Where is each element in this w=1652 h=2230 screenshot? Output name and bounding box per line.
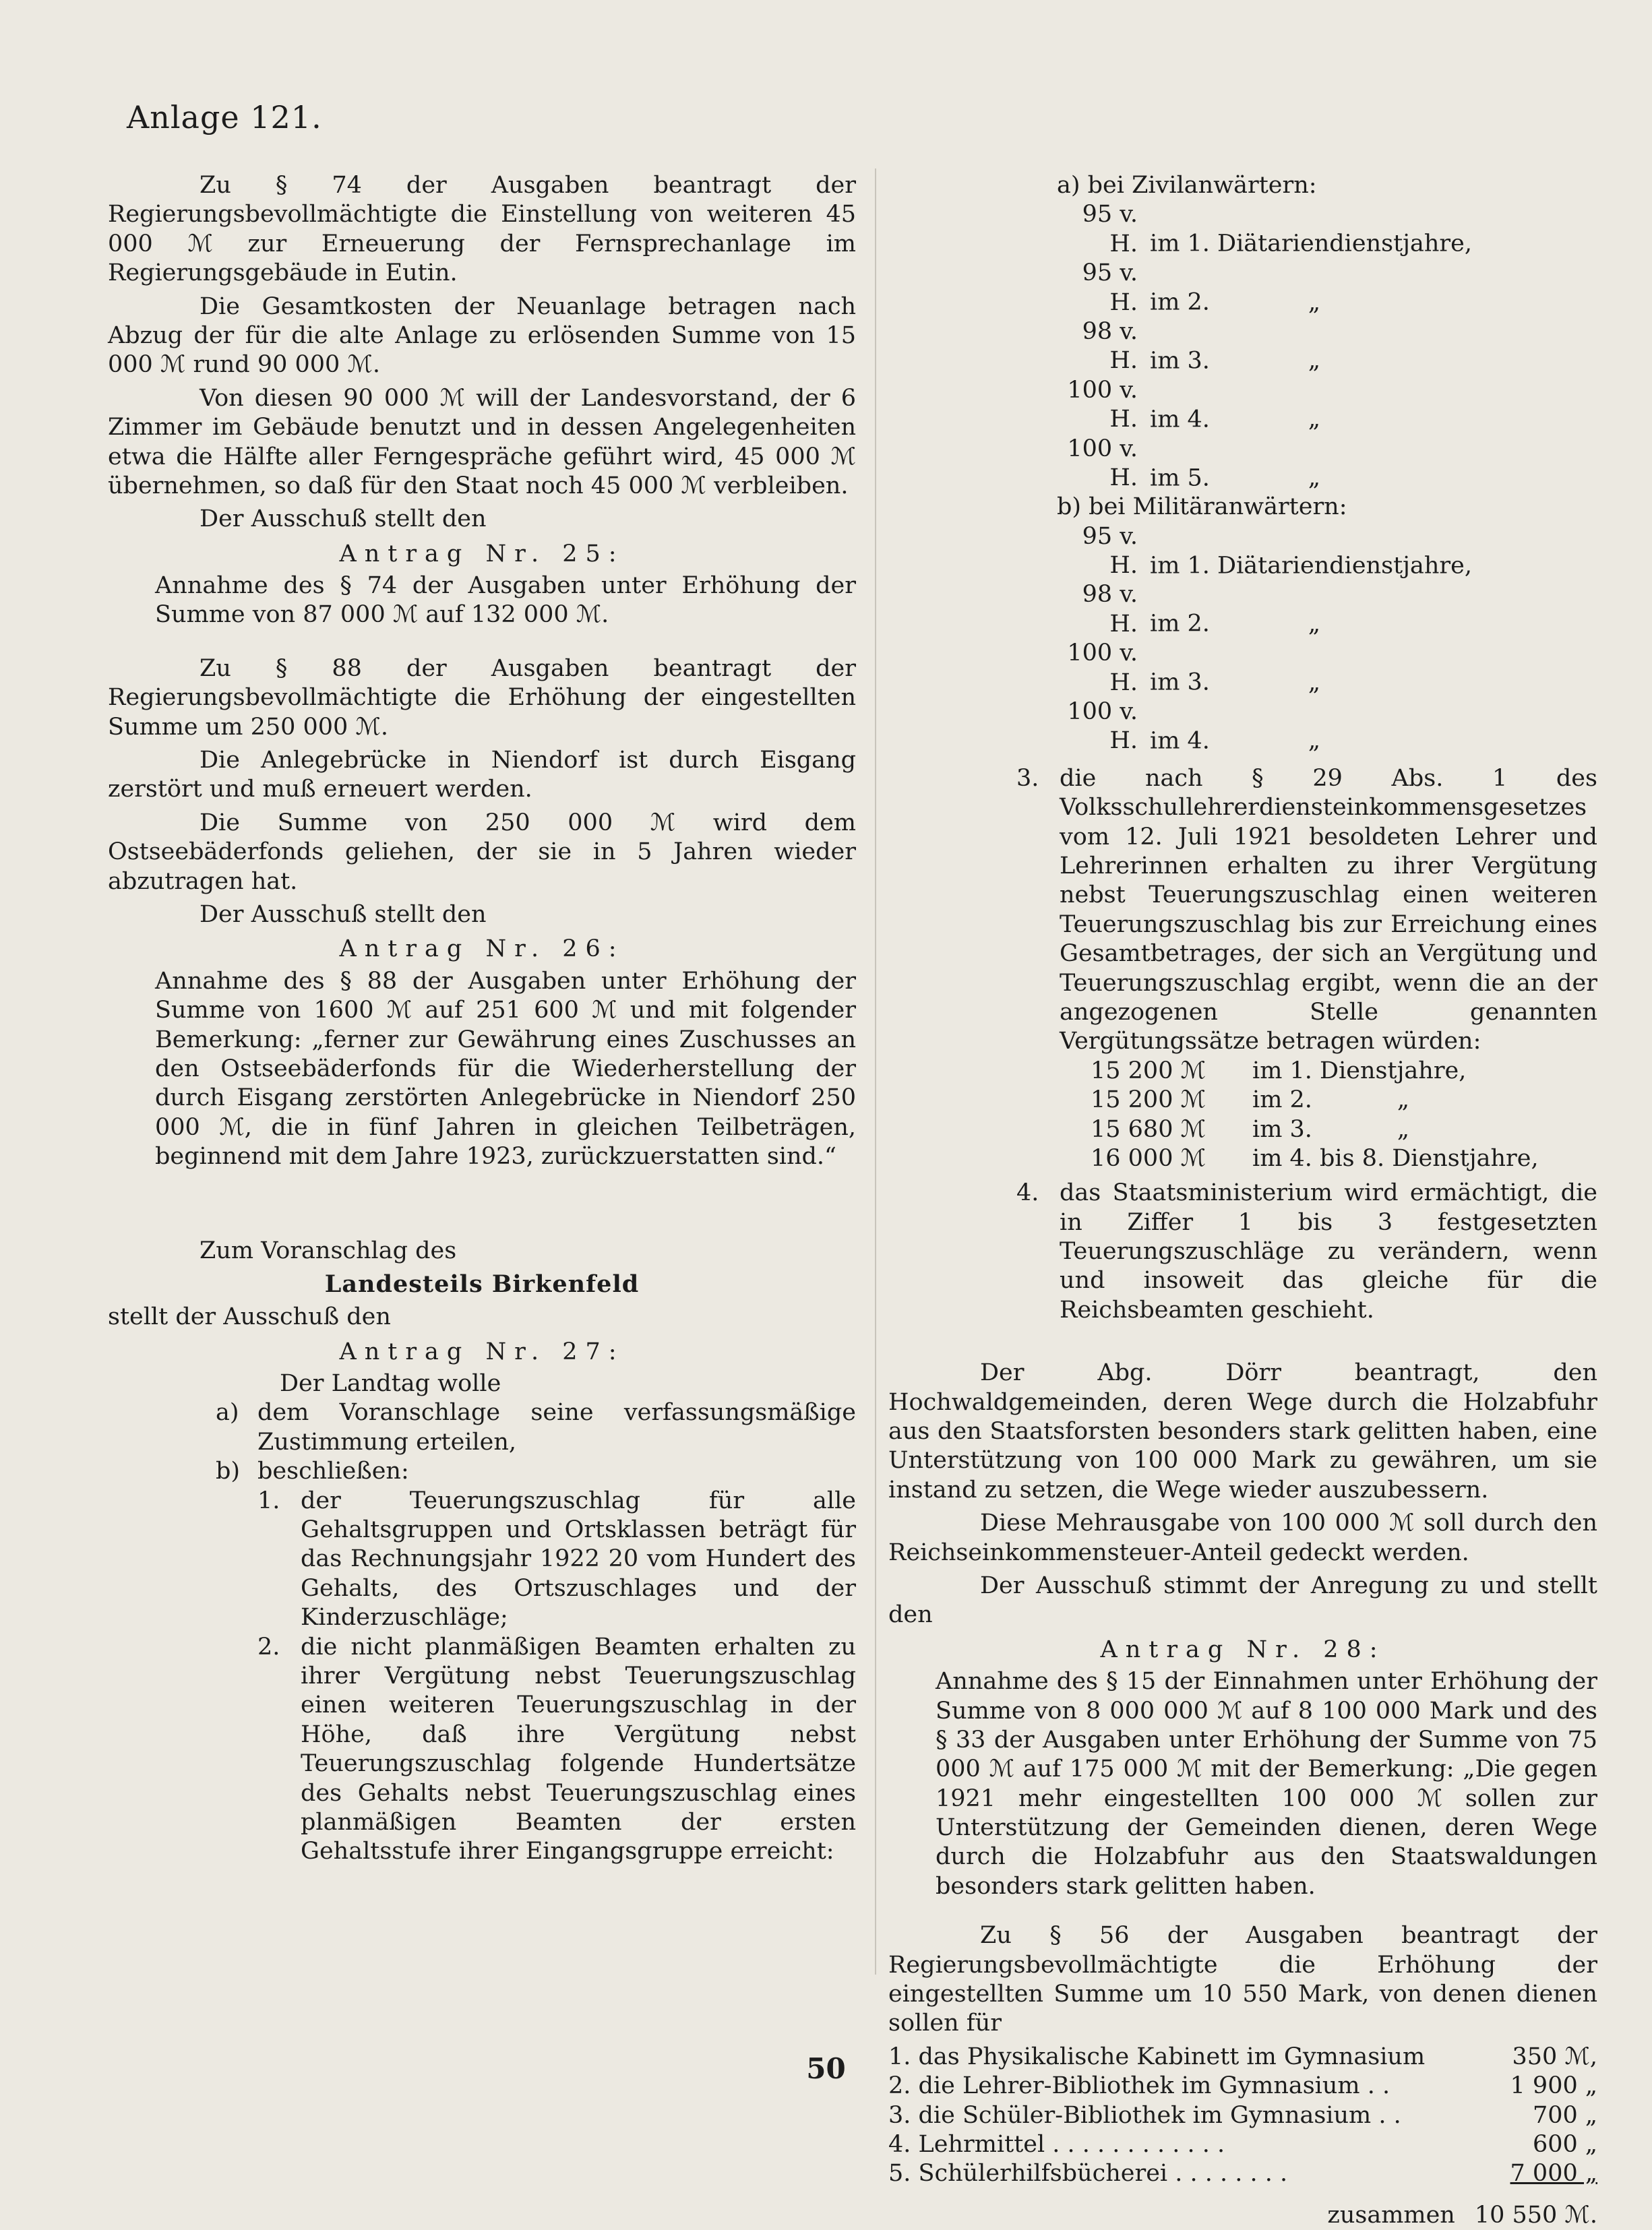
motion-title: Antrag Nr. 27: [339, 1338, 625, 1365]
expense-row: 1. das Physikalische Kabinett im Gymnasium 350 ℳ, [888, 2043, 1597, 2070]
paragraph: Die Gesamtkosten der Neuanlage betragen nach Abzug der für die alte Anlage zu erlösenden Summe von 15 000 ℳ rund 90 000 ℳ. [108, 292, 856, 379]
salary-row: 15 200 ℳ im 2. „ [1091, 1086, 1409, 1114]
rate-row: 100 v. H. im 3. „ [1067, 640, 1320, 696]
motion-title: Antrag Nr. 26: [339, 935, 625, 963]
page-heading: Anlage 121. [127, 99, 322, 135]
list-item [257, 1633, 856, 1867]
rate-row: 98 v. H. im 3. „ [1082, 317, 1320, 375]
total-value: 10 550 ℳ. [1474, 2201, 1597, 2229]
item-number: 2. [257, 1633, 280, 1661]
motion-title: Antrag Nr. 28: [1100, 1636, 1386, 1663]
paragraph: Zum Voranschlag des [200, 1237, 457, 1264]
paragraph: Von diesen 90 000 ℳ will der Landesvorstand, der 6 Zimmer im Gebäude benutzt und in dessen Angelegenheiten etwa die Hälfte aller Ferngespräche geführt wird, 45 000 ℳ übernehmen, so daß für den Staat noch 45 000 ℳ verbleiben. [108, 384, 856, 499]
page-number: 50 [806, 2052, 846, 2085]
rate-group-heading: a) bei Zivilanwärtern: [1057, 172, 1317, 199]
item-label: a) [216, 1399, 239, 1427]
item-text: der Teuerungszuschlag für alle Gehaltsgruppen und Ortsklassen beträgt für das Rechnungsjahr 1922 20 vom Hundert des Gehalts, des Ortszuschlages und der Kinderzuschläge; [301, 1487, 856, 1632]
landtag-line: Der Landtag wolle [280, 1370, 501, 1398]
item-number: 3. [1016, 764, 1039, 792]
list-item [257, 1487, 856, 1633]
rate-row: 95 v. H. im 2. „ [1082, 259, 1320, 316]
item-text: die nach § 29 Abs. 1 des Volksschullehrerdiensteinkommensgesetzes vom 12. Juli 1921 besoldeten Lehrer und Lehrerinnen erhalten zu ihrer Vergütung nebst Teuerungszuschlag einen weiteren Teuerungszuschlag bis zur Erreichung eines Gesamtbetrages, der sich an Vergütung und Teuerungszuschlag ergibt, wenn die an der angezogenen Stelle genannten Vergütungssätze betragen würden: [1060, 764, 1597, 1055]
paragraph: Der Ausschuß stellt den [200, 505, 487, 533]
paragraph: Die Summe von 250 000 ℳ wird dem Ostseebäderfonds geliehen, der sie in 5 Jahren wieder abzutragen hat. [108, 809, 856, 895]
paragraph: Zu § 74 der Ausgaben beantragt der Regierungsbevollmächtigte die Einstellung von weiteren 45 000 ℳ zur Erneuerung der Fernsprechanlage im Regierungsgebäude in Eutin. [108, 172, 856, 287]
paragraph: Der Ausschuß stellt den [200, 900, 487, 928]
item-text: die nicht planmäßigen Beamten erhalten zu ihrer Vergütung nebst Teuerungszuschlag einen weiteren Teuerungszuschlag in der Höhe, daß ihre Vergütung nebst Teuerungszuschlag folgende Hundertsätze des Gehalts nebst Teuerungszuschlag eines planmäßigen Beamten der ersten Gehaltsstufe ihrer Eingangsgruppe erreicht: [301, 1633, 856, 1865]
motion-body: Annahme des § 88 der Ausgaben unter Erhöhung der Summe von 1600 ℳ auf 251 600 ℳ und mit folgender Bemerkung: „ferner zur Gewährung eines Zuschusses an den Ostseebäderfonds für die Wiederherstellung der durch Eisgang zerstörten Anlegebrücke in Niendorf 250 000 ℳ, die in fünf Jahren in gleichen Teilbeträgen, beginnend mit dem Jahre 1923, zurückzuerstatten sind.“ [155, 967, 856, 1171]
rate-row: 95 v. H. im 1. Diätariendienstjahre, [1082, 522, 1472, 580]
motion-title: Antrag Nr. 25: [339, 540, 625, 567]
expense-row: 2. die Lehrer-Bibliothek im Gymnasium . . 1 900 „ [888, 2072, 1597, 2100]
motion-body: Annahme des § 15 der Einnahmen unter Erhöhung der Summe von 8 000 000 ℳ auf 8 100 000 Mark und des § 33 der Ausgaben unter Erhöhung der Summe von 75 000 ℳ auf 175 000 ℳ mit der Bemerkung: „Die gegen 1921 mehr eingestellten 100 000 ℳ sollen zur Unterstützung der Gemeinden dienen, deren Wege durch die Holzabfuhr aus den Staatswaldungen besonders stark gelitten haben. [936, 1668, 1597, 1900]
paragraph: Die Anlegebrücke in Niendorf ist durch Eisgang zerstört und muß erneuert werden. [108, 747, 856, 803]
rate-row: 100 v. H. im 5. „ [1067, 435, 1320, 491]
list-item [216, 1398, 856, 1457]
list-item [216, 1457, 856, 1486]
paragraph: Diese Mehrausgabe von 100 000 ℳ soll durch den Reichseinkommensteuer-Anteil gedeckt werden. [888, 1510, 1597, 1566]
section-heading: Landesteils Birkenfeld [324, 1270, 640, 1298]
item-text: das Staatsministerium wird ermächtigt, die in Ziffer 1 bis 3 festgesetzten Teuerungszuschläge zu verändern, wenn und insoweit das gleiche für die Reichsbeamten geschieht. [1060, 1179, 1597, 1324]
paragraph: Der Abg. Dörr beantragt, den Hochwaldgemeinden, deren Wege durch die Holzabfuhr aus den Staatsforsten besonders stark gelitten haben, eine Unterstützung von 100 000 Mark zu gewähren, um sie instand zu setzen, die Wege wieder auszubessern. [888, 1359, 1597, 1504]
rate-list [1050, 522, 1597, 756]
item-number: 1. [257, 1487, 280, 1514]
expense-row: 4. Lehrmittel . . . . . . . . . . . . 600 „ [888, 2131, 1597, 2158]
rate-row: 100 v. H. im 4. „ [1067, 698, 1320, 755]
salary-row: 15 680 ℳ im 3. „ [1091, 1115, 1409, 1143]
expense-row: 5. Schülerhilfsbücherei . . . . . . . . 7 000 „ [888, 2160, 1597, 2188]
right-column [888, 171, 1597, 2230]
salary-row: 16 000 ℳ im 4. bis 8. Dienstjahre, [1091, 1144, 1539, 1172]
rate-list [1050, 200, 1597, 493]
list-item [1016, 764, 1597, 1057]
rate-row: 95 v. H. im 1. Diätariendienstjahre, [1082, 201, 1472, 257]
total-row [888, 2201, 1597, 2230]
list-item [1016, 1179, 1597, 1325]
salary-list [1091, 1057, 1597, 1174]
salary-row: 15 200 ℳ im 1. Dienstjahre, [1091, 1057, 1467, 1084]
paragraph: Zu § 88 der Ausgaben beantragt der Regierungsbevollmächtigte die Erhöhung der eingestellten Summe um 250 000 ℳ. [108, 654, 856, 741]
item-number: 4. [1016, 1179, 1039, 1207]
item-text: beschließen: [257, 1458, 409, 1485]
paragraph: stellt der Ausschuß den [108, 1303, 391, 1331]
item-label: b) [216, 1458, 241, 1485]
rate-row: 100 v. H. im 4. „ [1067, 376, 1320, 433]
paragraph: Zu § 56 der Ausgaben beantragt der Regierungsbevollmächtigte die Erhöhung der eingestellten Summe um 10 550 Mark, von denen dienen sollen für [888, 1922, 1597, 2037]
expense-row: 3. die Schüler-Bibliothek im Gymnasium . . 700 „ [888, 2101, 1597, 2129]
total-label: zusammen [1327, 2201, 1455, 2229]
column-divider [875, 168, 876, 1975]
paragraph: Der Ausschuß stimmt der Anregung zu und stellt den [888, 1572, 1597, 1629]
rate-group-heading: b) bei Militäranwärtern: [1057, 493, 1347, 521]
rate-row: 98 v. H. im 2. „ [1082, 581, 1320, 638]
left-column [108, 171, 856, 1867]
item-text: dem Voranschlage seine verfassungsmäßige Zustimmung erteilen, [257, 1399, 856, 1456]
motion-body: Annahme des § 74 der Ausgaben unter Erhöhung der Summe von 87 000 ℳ auf 132 000 ℳ. [155, 572, 856, 629]
